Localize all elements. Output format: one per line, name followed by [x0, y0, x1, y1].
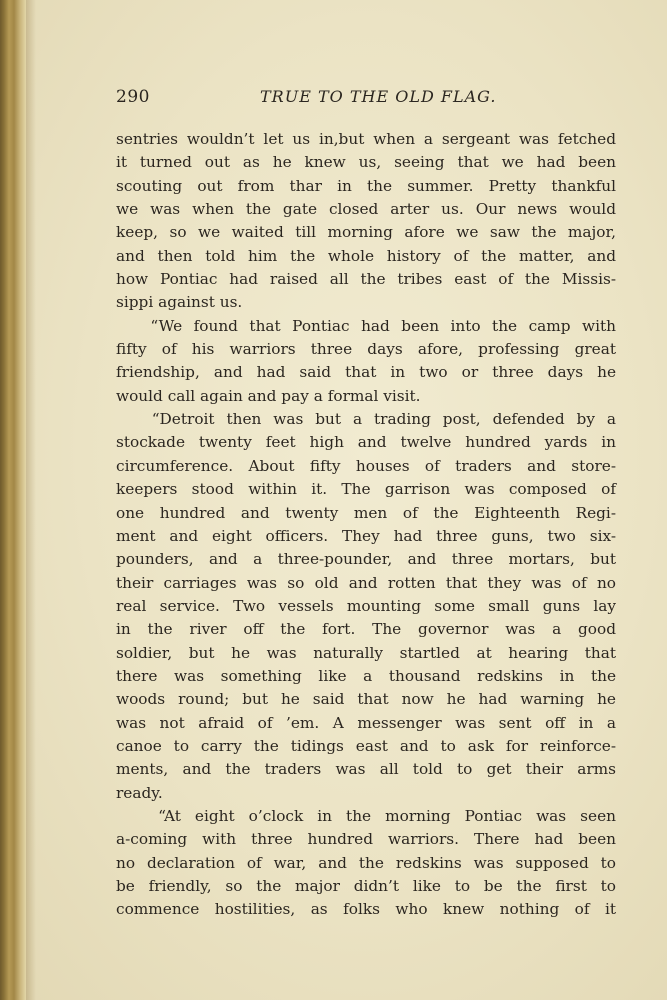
text-line: a-coming with three hundred warriors. There had been [116, 830, 616, 849]
page-number: 290 [116, 87, 150, 107]
page-header [116, 87, 616, 115]
text-line: commence hostilities, as folks who knew nothing of it [116, 900, 616, 919]
text-line: would call again and pay a formal visit. [116, 386, 421, 405]
text-line: stockade twenty feet high and twelve hundred yards in [116, 433, 616, 452]
text-line: canoe to carry the tidings east and to ask for reinforce- [116, 736, 616, 755]
text-line: real service. Two vessels mounting some small guns lay [116, 596, 616, 615]
text-line: ments, and the traders was all told to get their arms [116, 760, 616, 779]
text-line: friendship, and had said that in two or three days he [116, 363, 616, 382]
text-line: how Pontiac had raised all the tribes east of the Missis- [116, 270, 616, 289]
body-text [116, 128, 616, 922]
text-line: “We found that Pontiac had been into the camp with [116, 316, 616, 335]
text-line: no declaration of war, and the redskins was supposed to [116, 853, 616, 872]
text-line: ready. [116, 783, 163, 802]
text-line: keep, so we waited till morning afore we saw the major, [116, 223, 616, 242]
text-line: their carriages was so old and rotten that they was of no [116, 573, 616, 592]
text-line: “At eight o’clock in the morning Pontiac was seen [116, 806, 616, 825]
book-spine [0, 0, 26, 1000]
text-line: “Detroit then was but a trading post, defended by a [116, 410, 616, 429]
text-line: fifty of his warriors three days afore, professing great [116, 340, 616, 359]
text-line: keepers stood within it. The garrison was composed of [116, 480, 616, 499]
text-line: woods round; but he said that now he had warning he [116, 690, 616, 709]
page-gutter-shadow [26, 0, 36, 1000]
text-line: pounders, and a three-pounder, and three mortars, but [116, 550, 616, 569]
text-line: soldier, but he was naturally startled at hearing that [116, 643, 616, 662]
text-line: was not afraid of ’em. A messenger was sent off in a [116, 713, 616, 732]
text-line: circumference. About fifty houses of traders and store- [116, 456, 616, 475]
text-line: be friendly, so the major didn’t like to be the first to [116, 877, 616, 895]
text-line: sippi against us. [116, 293, 243, 312]
text-line: there was something like a thousand redskins in the [116, 666, 616, 685]
text-line: scouting out from thar in the summer. Pretty thankful [116, 176, 616, 195]
text-line: one hundred and twenty men of the Eighteenth Regi- [116, 503, 616, 522]
running-head: TRUE TO THE OLD FLAG. [260, 87, 497, 106]
text-line: and then told him the whole history of the matter, and [116, 246, 616, 265]
text-line: ment and eight officers. They had three guns, two six- [116, 526, 616, 545]
text-line: in the river off the fort. The governor was a good [116, 620, 616, 639]
text-line: it turned out as he knew us, seeing that we had been [116, 153, 616, 172]
text-line: sentries wouldn’t let us in,but when a sergeant was fetched [116, 130, 616, 148]
text-line: we was when the gate closed arter us. Our news would [116, 200, 616, 219]
